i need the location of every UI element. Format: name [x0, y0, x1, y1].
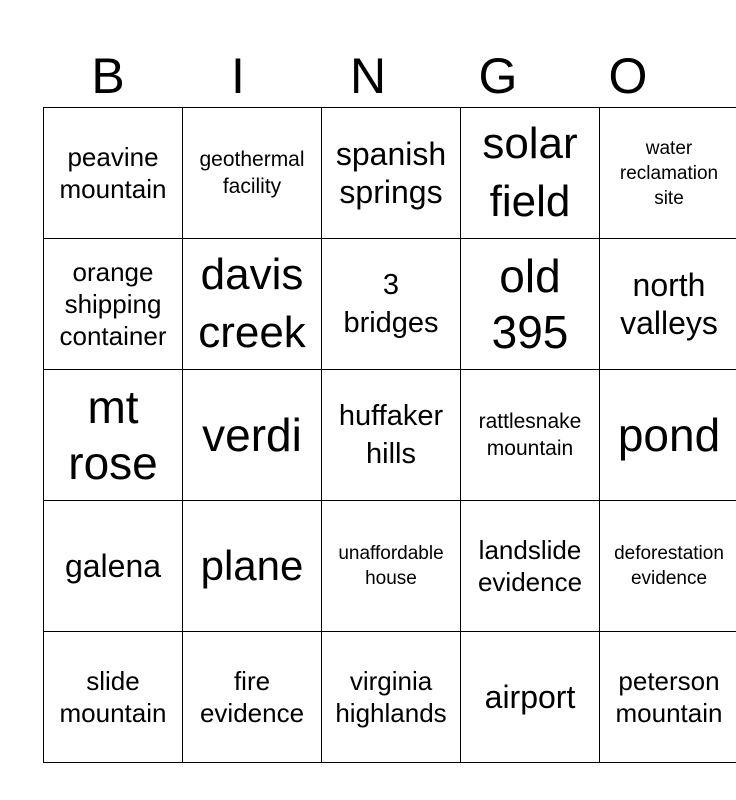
cell-label: huffaker hills [338, 400, 444, 470]
cell-label: 3 bridges [343, 269, 439, 339]
cell-label: water reclamation site [619, 137, 719, 209]
cell-label: mt rose [68, 381, 158, 489]
bingo-cell[interactable] [322, 239, 461, 370]
bingo-cell[interactable] [183, 501, 322, 632]
bingo-cell[interactable] [600, 239, 736, 370]
bingo-cell[interactable] [600, 501, 736, 632]
bingo-cell[interactable] [322, 108, 461, 239]
cell-label: north valleys [620, 267, 718, 341]
bingo-cell[interactable] [183, 632, 322, 763]
board-row [44, 239, 736, 370]
cell-label: landslide evidence [477, 535, 583, 597]
cell-label: virginia highlands [335, 666, 447, 728]
bingo-header [43, 44, 693, 108]
bingo-cell[interactable] [600, 370, 736, 501]
bingo-cell[interactable] [322, 370, 461, 501]
cell-label: orange shipping container [59, 257, 167, 351]
cell-label: deforestation evidence [614, 543, 724, 589]
header-letter-i: I [231, 48, 245, 104]
header-letter-o: O [608, 48, 648, 104]
bingo-cell[interactable] [183, 108, 322, 239]
cell-label: spanish springs [335, 136, 447, 210]
header-letter-b: B [91, 48, 125, 104]
bingo-cell[interactable] [461, 239, 600, 370]
cell-label: solar field [482, 119, 578, 226]
cell-label: rattlesnake mountain [478, 410, 582, 460]
header-letter-g: G [478, 48, 518, 104]
board-row [44, 501, 736, 632]
cell-label: fire evidence [199, 666, 305, 728]
cell-label: unaffordable house [338, 543, 444, 589]
bingo-cell[interactable] [183, 239, 322, 370]
bingo-cell[interactable] [44, 370, 183, 501]
bingo-cell[interactable] [322, 632, 461, 763]
cell-label: peterson mountain [615, 666, 723, 728]
bingo-cell[interactable] [44, 108, 183, 239]
cell-label: davis creek [198, 250, 306, 357]
board-row [44, 370, 736, 501]
cell-label: geothermal facility [199, 148, 305, 198]
bingo-cell[interactable] [600, 632, 736, 763]
cell-label: slide mountain [59, 666, 167, 728]
header-letter-n: N [349, 48, 387, 104]
cell-label: galena [64, 548, 162, 584]
bingo-cell[interactable] [461, 370, 600, 501]
cell-label: plane [200, 542, 304, 589]
bingo-cell[interactable] [44, 632, 183, 763]
bingo-cell[interactable] [461, 501, 600, 632]
bingo-cell[interactable] [322, 501, 461, 632]
bingo-cell[interactable] [44, 239, 183, 370]
bingo-cell[interactable] [461, 108, 600, 239]
cell-label: peavine mountain [59, 142, 167, 204]
cell-label: verdi [202, 409, 302, 461]
cell-label: pond [617, 409, 721, 461]
board-row [44, 632, 736, 763]
bingo-cell[interactable] [183, 370, 322, 501]
board-row [44, 108, 736, 239]
cell-label: old 395 [491, 250, 569, 358]
bingo-board [43, 107, 736, 763]
cell-label: airport [484, 679, 576, 715]
bingo-cell[interactable] [461, 632, 600, 763]
bingo-cell[interactable] [600, 108, 736, 239]
bingo-cell[interactable] [44, 501, 183, 632]
